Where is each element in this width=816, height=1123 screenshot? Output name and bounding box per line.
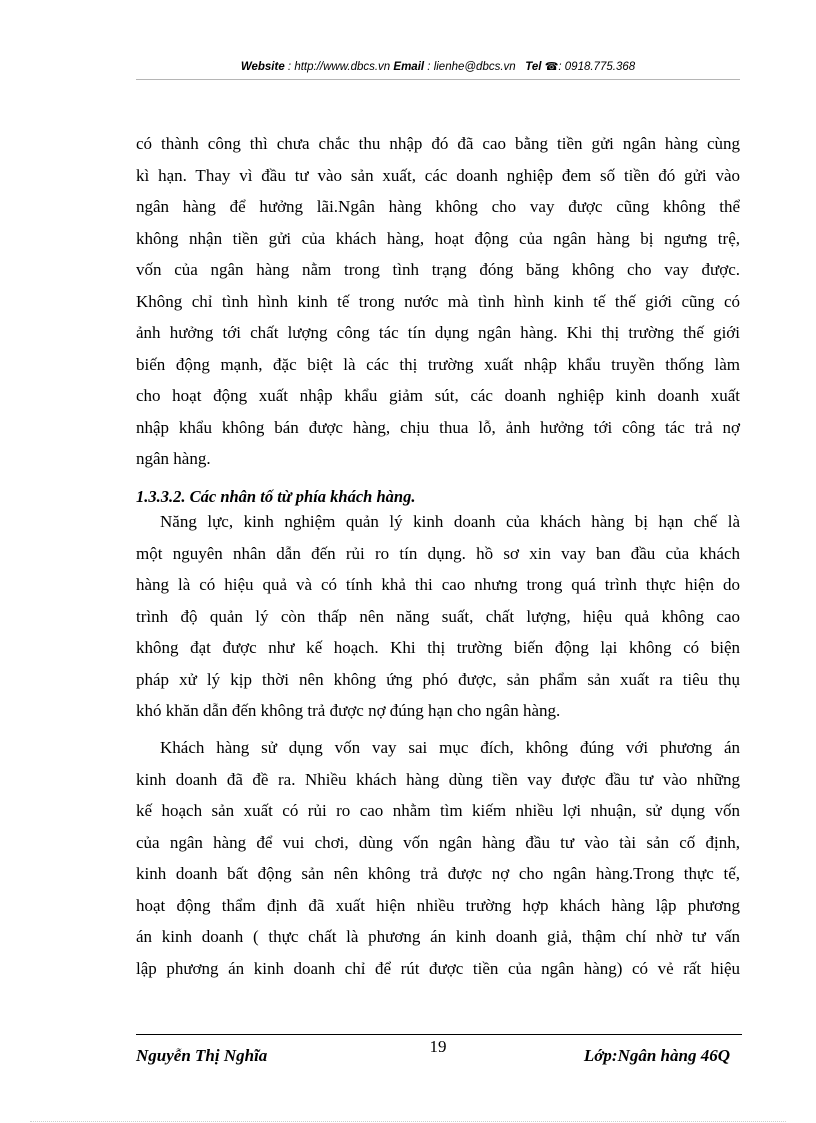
text-line: biến động mạnh, đặc biệt là các thị trường xuất nhập khẩu truyền thống làm: [136, 354, 740, 374]
text-line: không nhận tiền gửi của khách hàng, hoạt động của ngân hàng bị ngưng trệ,: [136, 228, 740, 248]
text-line: kinh doanh bất động sản nên không trả được nợ cho ngân hàng.Trong thực tế,: [136, 864, 740, 883]
text-line: hoạt động thẩm định đã xuất hiện nhiều trường hợp khách hàng lập phương: [136, 895, 740, 915]
text-line: khó khăn dẫn đến không trả được nợ đúng hạn cho ngân hàng.: [136, 701, 561, 720]
website-label: Website: [240, 61, 285, 73]
text-line: Năng lực, kinh nghiệm quản lý kinh doanh của khách hàng bị hạn chế là: [160, 512, 740, 531]
text-line: lập phương án kinh doanh chỉ để rút được tiền của ngân hàng) có vẻ rất hiệu: [136, 958, 740, 978]
page-bottom-border: [30, 1121, 786, 1122]
text-line: trình độ quản lý còn thấp nên năng suất, chất lượng, hiệu quả không cao: [136, 606, 740, 626]
header-divider: [136, 79, 740, 80]
email-separator: :: [424, 61, 434, 73]
page-header: [136, 60, 740, 73]
tel-value: : 0918.775.368: [558, 61, 636, 73]
telephone-icon: ☎: [544, 61, 559, 73]
email-value[interactable]: lienhe@dbcs.vn: [433, 61, 516, 73]
text-line: ngân hàng để hưởng lãi.Ngân hàng không cho vay được cũng không thể: [136, 197, 740, 216]
footer-divider: [136, 1034, 742, 1035]
text-line: ngân hàng.: [136, 449, 211, 468]
section-heading: 1.3.3.2. Các nhân tố từ phía khách hàng.: [136, 487, 416, 506]
email-label: Email: [393, 61, 425, 73]
website-separator: :: [284, 61, 295, 73]
text-line: ảnh hưởng tới chất lượng công tác tín dụng ngân hàng. Khi thị trường thế giới: [136, 323, 740, 342]
text-line: kì hạn. Thay vì đầu tư vào sản xuất, các doanh nghiệp đem số tiền đó gửi vào: [136, 165, 740, 185]
website-url[interactable]: http://www.dbcs.vn: [294, 61, 391, 73]
page-number: 19: [429, 1037, 447, 1056]
footer-class: Lớp:Ngân hàng 46Q: [583, 1046, 730, 1065]
text-line: của ngân hàng để vui chơi, dùng vốn ngân hàng đầu tư vào tài sản cố định,: [136, 832, 740, 852]
text-line: vốn của ngân hàng nằm trong tình trạng đóng băng không cho vay được.: [136, 260, 740, 279]
text-line: kế hoạch sản xuất có rủi ro cao nhằm tìm kiếm nhiều lợi nhuận, sử dụng vốn: [136, 801, 740, 820]
tel-label: Tel: [525, 61, 542, 73]
text-line: pháp xử lý kịp thời nên không ứng phó được, sản phẩm sản xuất ra tiêu thụ: [136, 669, 740, 689]
text-line: Không chỉ tình hình kinh tế trong nước mà tình hình kinh tế thế giới cũng có: [136, 291, 740, 311]
footer-author: Nguyễn Thị Nghĩa: [136, 1046, 268, 1065]
text-line: một nguyên nhân dẫn đến rủi ro tín dụng. hồ sơ xin vay ban đầu của khách: [136, 543, 740, 563]
text-line: nhập khẩu không bán được hàng, chịu thua lỗ, ảnh hưởng tới công tác trả nợ: [136, 417, 740, 437]
text-line: án kinh doanh ( thực chất là phương án kinh doanh giả, thậm chí nhờ tư vấn: [136, 927, 740, 946]
text-line: hàng là có hiệu quả và có tính khả thi cao nhưng trong quá trình thực hiện do: [136, 575, 740, 594]
text-line: không đạt được như kế hoạch. Khi thị trường biến động lại không có biện: [136, 638, 740, 657]
text-line: có thành công thì chưa chắc thu nhập đó đã cao bằng tiền gửi ngân hàng cùng: [136, 134, 740, 153]
text-line: kinh doanh đã đề ra. Nhiều khách hàng dùng tiền vay được đầu tư vào những: [136, 769, 740, 789]
text-line: cho hoạt động xuất nhập khẩu giảm sút, các doanh nghiệp kinh doanh xuất: [136, 386, 740, 405]
text-line: Khách hàng sử dụng vốn vay sai mục đích, không đúng với phương án: [160, 738, 740, 757]
